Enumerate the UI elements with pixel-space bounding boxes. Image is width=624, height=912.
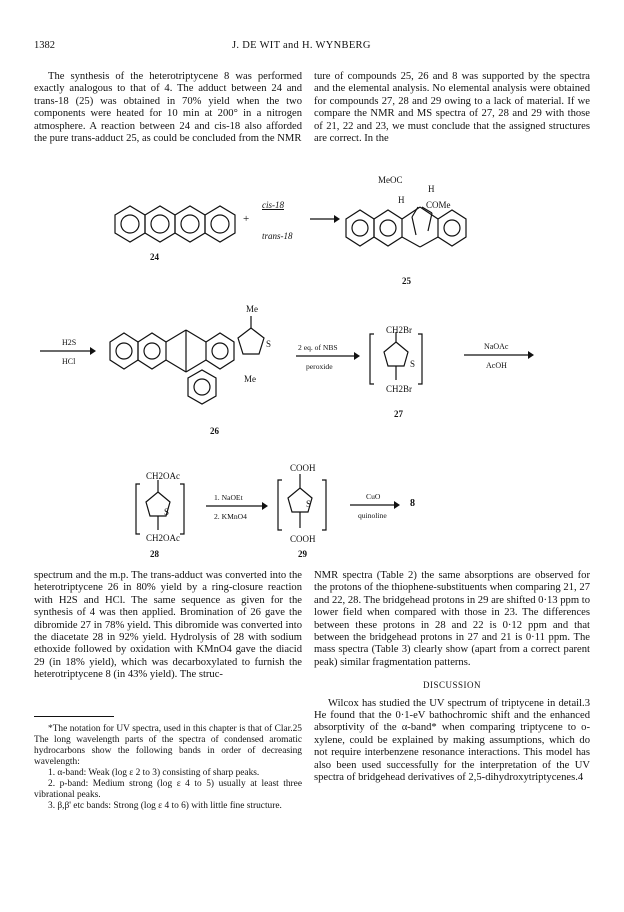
page-number: 1382 [34, 40, 55, 51]
right-column-bottom [314, 570, 590, 785]
compound-label-27: 27 [394, 409, 403, 419]
compound-label-29: 29 [298, 549, 307, 559]
reagent-h2s: H2S [62, 338, 77, 347]
label-come: COMe [426, 200, 451, 210]
left-column-bottom [34, 570, 302, 682]
compound-label-24: 24 [150, 252, 159, 262]
reaction-arrow-3 [296, 351, 360, 361]
label-ch2br-top: CH2Br [386, 325, 413, 335]
label-ch2br-bottom: CH2Br [386, 384, 413, 394]
paragraph-structure: ture of compounds 25, 26 and 8 was supported by the spectra and the elemental analysis. No elemental analysis were obtained for compounds 27, 28 and 29 owing to a lack of material. If we compare the NMR and MS spectra of 27, 28 and 29 with those of 21, 22 and 23, we must conclude that the assigned structures are correct. In the [314, 71, 590, 145]
heterotriptycene-structure-26 [96, 310, 276, 420]
reaction-arrow-1 [310, 214, 340, 224]
paragraph-discussion: Wilcox has studied the UV spectrum of triptycene in detail.3 He found that the 0·1-eV bathochromic shift and the enhanced absorptivity of the α-band* when comparing triptycene to o-xylene, could be explained by making assumptions, which do not require interbenzene resonance interactions. This model has also been used successfully for the interpretation of the UV spectra of bridgehead derivatives of 2,5-dihydroxytriptycenes.4 [314, 697, 590, 784]
label-s-28: S [164, 507, 170, 517]
label-ch2oac-bottom: CH2OAc [146, 533, 180, 543]
label-s-27: S [410, 359, 416, 369]
adduct-structure-25 [340, 185, 480, 275]
reagent-hcl: HCl [62, 357, 76, 366]
reagent-cis-18: cis-18 [262, 200, 284, 210]
left-column-top [34, 71, 302, 145]
label-cooh-top: COOH [290, 463, 316, 473]
footnote-intro: *The notation for UV spectra, used in this chapter is that of Clar.25 The long wavelength parts of the spectra of condensed aromatic hydrocarbons show the following bands in order of decreasing wavelength: [34, 724, 302, 767]
footnote-item-1: 1. α-band: Weak (log ε 2 to 3) consisting of sharp peaks. [48, 768, 260, 778]
label-h-inner: H [398, 195, 405, 205]
paragraph-nmr: NMR spectra (Table 2) the same absorptions are observed for the protons of the thiophene-substituents when comparing 21, 27 and 22, 28. The bridgehead protons in 29 are shifted 0·13 ppm to lower field when compared with those in 23. The differences between these protons in 28 and 22 is 0·12 ppm and that between the bridgehead protons in 27 and 21 is 0·11 ppm. The mass spectra (Table 3) clearly show (apart from a correct parent peak) similar fragmentation patterns. [314, 570, 590, 668]
reaction-arrow-6 [350, 500, 400, 510]
label-s-29: S [306, 499, 312, 509]
anthracene-structure-24 [100, 200, 250, 260]
label-me-bottom: Me [244, 374, 256, 384]
paragraph-conversion: spectrum and the m.p. The trans-adduct was converted into the heterotriptycene 26 in 80% yield by a ring-closure reaction with H2S and HCl. The same sequence as given for the synthesis of 4 was then applied. Bromination of 26 gave the dibromide 27 in 78% yield. This dibromide was converted into the diacetate 28 in 92% yield. Hydrolysis of 28 with sodium ethoxide followed by oxidation with KMnO4 gave the diacid 29 (in 18% yield), which was decarboxylated to furnish the heterotriptycene 8 (in 43% yield). The struc- [34, 570, 302, 681]
discussion-heading: DISCUSSION [422, 680, 481, 691]
reaction-arrow-4 [464, 350, 534, 360]
compound-label-28: 28 [150, 549, 159, 559]
right-column-top [314, 71, 590, 145]
reagent-peroxide: peroxide [306, 362, 333, 371]
reagent-acoh: AcOH [486, 361, 507, 370]
reagent-naoet: 1. NaOEt [214, 493, 243, 502]
reagent-quinoline: quinoline [358, 511, 387, 520]
running-title: J. DE WIT and H. WYNBERG [232, 40, 371, 51]
reagent-nbs: 2 eq. of NBS [298, 343, 338, 352]
footnote-item-2: 2. p-band: Medium strong (log ε 4 to 5) usually at least three vibrational peaks. [34, 779, 302, 800]
paragraph-synthesis: The synthesis of the heterotriptycene 8 was performed exactly analogous to that of 4. The adduct between 24 and trans-18 (25) was obtained in 70% yield when the two components were heated for 10 min at 200° in a nitrogen atmosphere. A reaction between 24 and cis-18 also afforded the pure trans-adduct 25, as could be concluded from the NMR [34, 71, 302, 145]
label-h-top: H [428, 184, 435, 194]
plus-sign: + [243, 213, 250, 225]
compound-label-26: 26 [210, 426, 219, 436]
reagent-trans-18: trans-18 [262, 231, 293, 241]
reagent-cuo: CuO [366, 492, 381, 501]
label-s-26: S [266, 339, 272, 349]
label-ch2oac-top: CH2OAc [146, 471, 180, 481]
reagent-kmno4: 2. KMnO4 [214, 512, 247, 521]
compound-label-25: 25 [402, 276, 411, 286]
footnote-item-3: 3. β,β' etc bands: Strong (log ε 4 to 6) with little fine structure. [48, 801, 282, 811]
reagent-naoac: NaOAc [484, 342, 509, 351]
compound-label-8: 8 [410, 498, 415, 509]
reaction-arrow-2 [40, 346, 96, 356]
label-cooh-bottom: COOH [290, 534, 316, 544]
footnote [34, 724, 302, 812]
reaction-arrow-5 [206, 501, 268, 511]
footnote-divider [34, 716, 114, 717]
label-me-top: Me [246, 304, 258, 314]
label-meoc: MeOC [378, 175, 403, 185]
